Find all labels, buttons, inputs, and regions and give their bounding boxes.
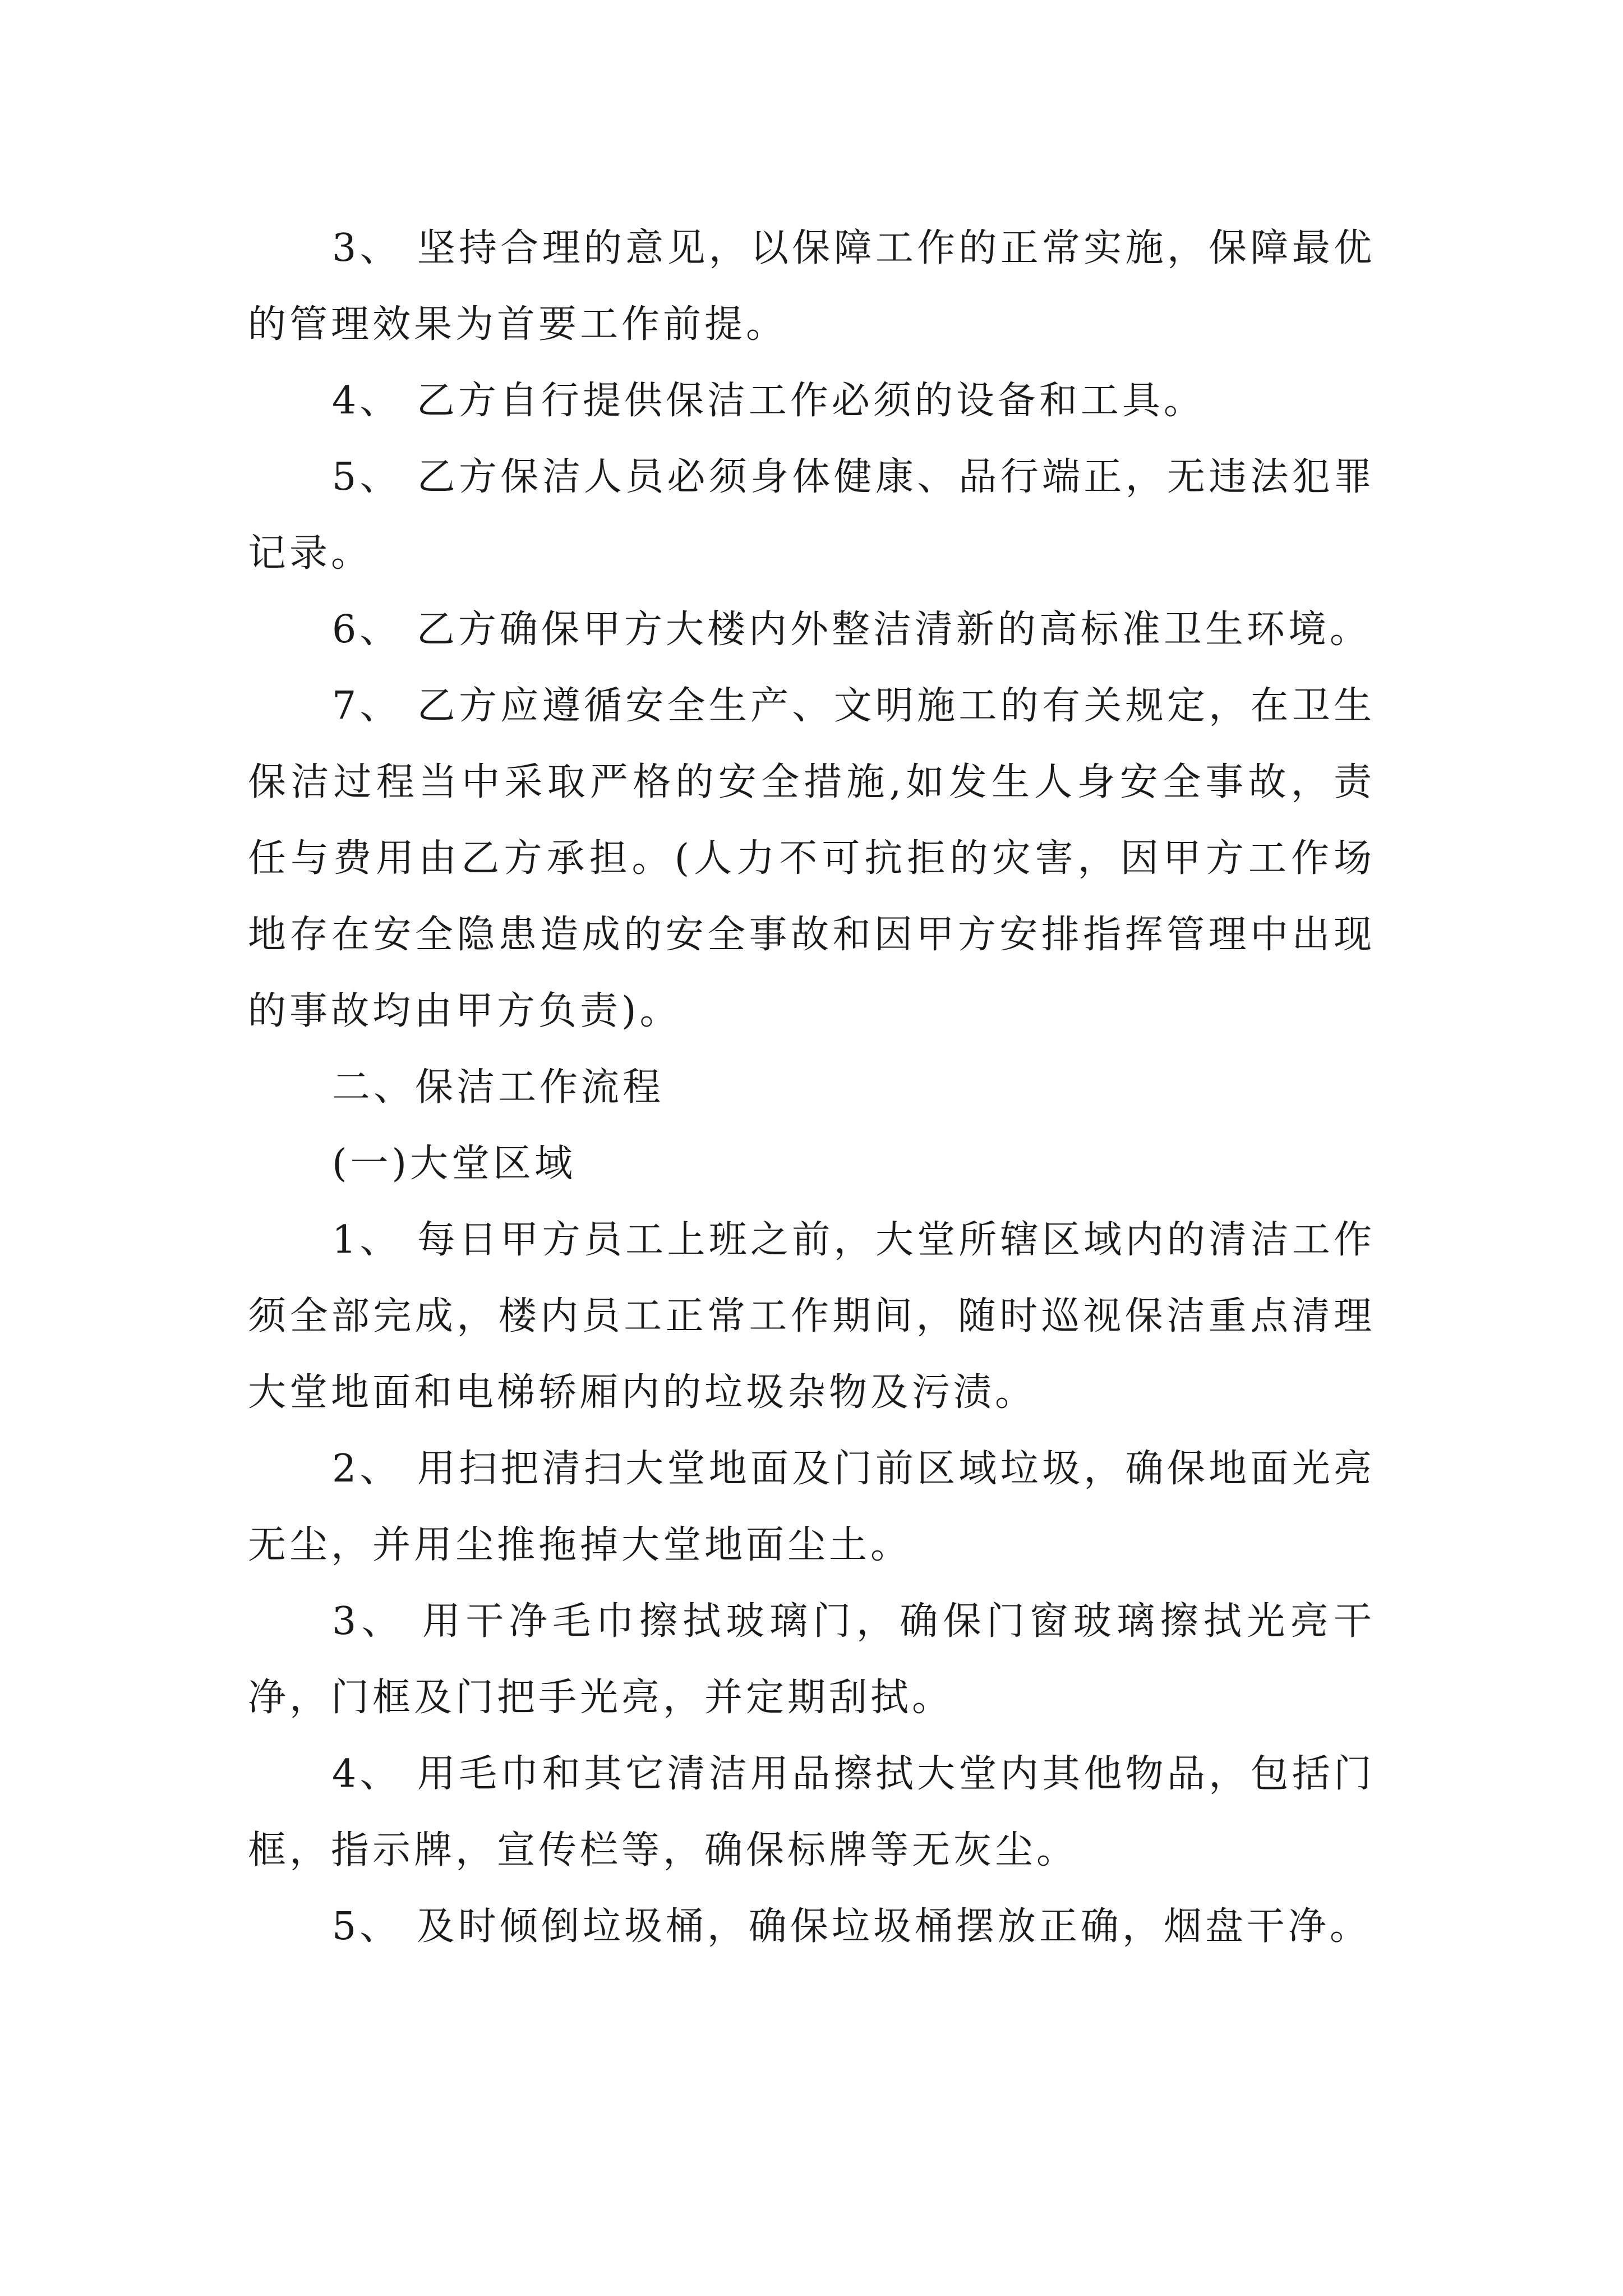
document-body — [248, 210, 1375, 1965]
clause-7-paragraph: 7、 乙方应遵循安全生产、文明施工的有关规定，在卫生保洁过程当中采取严格的安全措施,如发生人身安全事故，责任与费用由乙方承担。(人力不可抗拒的灾害，因甲方工作场地存在安全隐患造成的安全事故和因甲方安排指挥管理中出现的事故均由甲方负责)。 — [248, 684, 1375, 1033]
lobby-item-5-paragraph: 5、 及时倾倒垃圾桶，确保垃圾桶摆放正确，烟盘干净。 — [332, 1904, 1371, 1949]
lobby-item-1-paragraph: 1、 每日甲方员工上班之前，大堂所辖区域内的清洁工作须全部完成，楼内员工正常工作期间，随时巡视保洁重点清理大堂地面和电梯轿厢内的垃圾杂物及污渍。 — [248, 1218, 1375, 1415]
clause-5-paragraph: 5、 乙方保洁人员必须身体健康、品行端正，无违法犯罪记录。 — [248, 455, 1375, 576]
clause-6-paragraph: 6、 乙方确保甲方大楼内外整洁清新的高标准卫生环境。 — [332, 608, 1371, 652]
clause-4-paragraph: 4、 乙方自行提供保洁工作必须的设备和工具。 — [332, 379, 1205, 423]
lobby-item-2-paragraph: 2、 用扫把清扫大堂地面及门前区域垃圾，确保地面光亮无尘，并用尘推拖掉大堂地面尘土。 — [248, 1447, 1375, 1567]
subsection-heading: (一)大堂区域 — [332, 1142, 577, 1186]
lobby-item-3-paragraph: 3、 用干净毛巾擦拭玻璃门，确保门窗玻璃擦拭光亮干净，门框及门把手光亮，并定期刮拭。 — [248, 1599, 1375, 1720]
clause-3-paragraph: 3、 坚持合理的意见，以保障工作的正常实施，保障最优的管理效果为首要工作前提。 — [248, 226, 1375, 347]
lobby-item-4-paragraph: 4、 用毛巾和其它清洁用品擦拭大堂内其他物品，包括门框，指示牌，宣传栏等，确保标牌等无灰尘。 — [248, 1752, 1375, 1872]
section-heading: 二、保洁工作流程 — [332, 1065, 665, 1110]
